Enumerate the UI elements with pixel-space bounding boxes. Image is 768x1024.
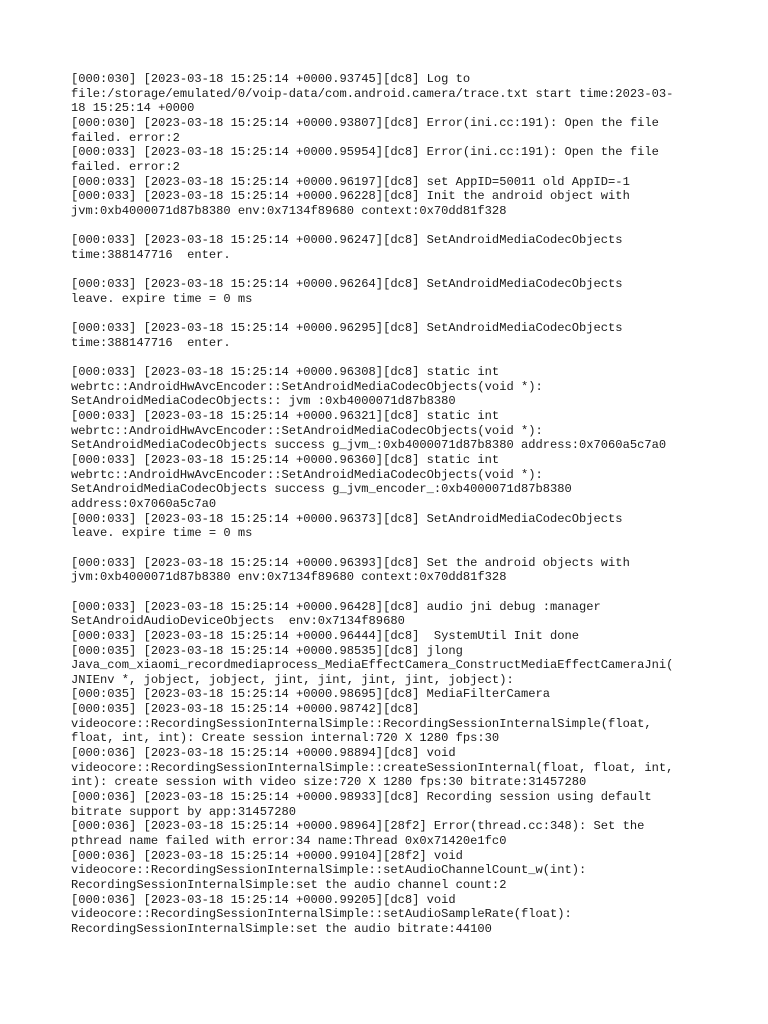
log-line: leave. expire time = 0 ms [71,291,253,306]
log-line: [000:033] [2023-03-18 15:25:14 +0000.96197][dc8] set AppID=50011 old AppID=-1 [71,174,630,189]
log-line: SetAndroidAudioDeviceObjects env:0x7134f89680 [71,614,405,629]
log-line: pthread name failed with error:34 name:Thread 0x0x71420e1fc0 [71,834,507,849]
log-entry [71,893,711,937]
log-entry [71,556,711,585]
log-entry [71,365,711,409]
log-line: int): create session with video size:720 X 1280 fps:30 bitrate:31457280 [71,775,587,790]
log-line: time:388147716 enter. [71,247,231,262]
log-line: [000:036] [2023-03-18 15:25:14 +0000.99104][28f2] void [71,848,463,863]
log-line: [000:033] [2023-03-18 15:25:14 +0000.96228][dc8] Init the android object with [71,189,630,204]
log-entry [71,145,711,174]
log-entry [71,600,711,629]
log-line: webrtc::AndroidHwAvcEncoder::SetAndroidMediaCodecObjects(void *): [71,423,543,438]
log-line: webrtc::AndroidHwAvcEncoder::SetAndroidMediaCodecObjects(void *): [71,379,543,394]
log-line: float, int, int): Create session internal:720 X 1280 fps:30 [71,731,500,746]
log-line: webrtc::AndroidHwAvcEncoder::SetAndroidMediaCodecObjects(void *): [71,467,543,482]
log-line: videocore::RecordingSessionInternalSimple::setAudioSampleRate(float): [71,907,572,922]
log-entry [71,687,711,702]
log-line: [000:033] [2023-03-18 15:25:14 +0000.95954][dc8] Error(ini.cc:191): Open the file [71,145,659,160]
log-line: [000:036] [2023-03-18 15:25:14 +0000.98964][28f2] Error(thread.cc:348): Set the [71,819,645,834]
log-line: SetAndroidMediaCodecObjects success g_jvm_encoder_:0xb4000071d87b8380 [71,482,572,497]
log-line: videocore::RecordingSessionInternalSimple::setAudioChannelCount_w(int): [71,863,587,878]
log-document [71,72,711,937]
log-line: [000:033] [2023-03-18 15:25:14 +0000.96444][dc8] SystemUtil Init done [71,628,580,643]
log-line: Java_com_xiaomi_recordmediaprocess_MediaEffectCamera_ConstructMediaEffectCameraJni( [71,658,674,673]
log-line: [000:033] [2023-03-18 15:25:14 +0000.96428][dc8] audio jni debug :manager [71,599,601,614]
log-line: RecordingSessionInternalSimple:set the audio channel count:2 [71,878,507,892]
log-line: jvm:0xb4000071d87b8380 env:0x7134f89680 context:0x70dd81f328 [71,570,507,585]
log-line: [000:036] [2023-03-18 15:25:14 +0000.98933][dc8] Recording session using default [71,790,652,805]
log-entry [71,849,711,893]
log-entry [71,453,711,512]
log-line: leave. expire time = 0 ms [71,526,253,541]
log-line: [000:033] [2023-03-18 15:25:14 +0000.96264][dc8] SetAndroidMediaCodecObjects [71,277,623,292]
log-entry [71,819,711,848]
log-line: bitrate support by app:31457280 [71,804,296,819]
log-line: [000:035] [2023-03-18 15:25:14 +0000.98695][dc8] MediaFilterCamera [71,687,550,702]
log-entry [71,72,711,116]
log-line: [000:035] [2023-03-18 15:25:14 +0000.98535][dc8] jlong [71,643,463,658]
log-line: [000:036] [2023-03-18 15:25:14 +0000.98894][dc8] void [71,746,456,761]
log-entry [71,629,711,644]
log-line: [000:035] [2023-03-18 15:25:14 +0000.98742][dc8] [71,702,420,717]
log-entry [71,512,711,541]
log-line: [000:033] [2023-03-18 15:25:14 +0000.96247][dc8] SetAndroidMediaCodecObjects [71,233,623,248]
log-entry [71,116,711,145]
log-line: videocore::RecordingSessionInternalSimple::createSessionInternal(float, float, int, [71,760,674,775]
log-line: JNIEnv *, jobject, jobject, jint, jint, jint, jint, jobject): [71,672,514,687]
log-line: [000:030] [2023-03-18 15:25:14 +0000.93807][dc8] Error(ini.cc:191): Open the file [71,115,659,130]
log-entry [71,409,711,453]
log-line: [000:033] [2023-03-18 15:25:14 +0000.96393][dc8] Set the android objects with [71,555,630,570]
log-entry [71,702,711,746]
log-line: address:0x7060a5c7a0 [71,496,217,511]
log-line: file:/storage/emulated/0/voip-data/com.android.camera/trace.txt start time:2023-03- [71,86,674,101]
log-line: time:388147716 enter. [71,335,231,350]
log-line: [000:030] [2023-03-18 15:25:14 +0000.93745][dc8] Log to [71,72,471,86]
log-line: [000:033] [2023-03-18 15:25:14 +0000.96295][dc8] SetAndroidMediaCodecObjects [71,321,623,336]
log-entry [71,175,711,190]
log-entry [71,277,711,306]
log-line: failed. error:2 [71,130,180,145]
log-line: 18 15:25:14 +0000 [71,101,195,116]
log-entry [71,746,711,790]
log-line: [000:033] [2023-03-18 15:25:14 +0000.96321][dc8] static int [71,409,500,424]
log-entry [71,189,711,218]
log-line: [000:036] [2023-03-18 15:25:14 +0000.99205][dc8] void [71,892,456,907]
log-entry [71,790,711,819]
log-line: [000:033] [2023-03-18 15:25:14 +0000.96360][dc8] static int [71,453,500,467]
log-line: [000:033] [2023-03-18 15:25:14 +0000.96373][dc8] SetAndroidMediaCodecObjects [71,511,623,526]
log-line: jvm:0xb4000071d87b8380 env:0x7134f89680 context:0x70dd81f328 [71,203,507,218]
log-line: SetAndroidMediaCodecObjects:: jvm :0xb4000071d87b8380 [71,394,456,409]
log-entry [71,644,711,688]
log-line: RecordingSessionInternalSimple:set the audio bitrate:44100 [71,921,492,936]
log-line: failed. error:2 [71,159,180,174]
log-entry [71,321,711,350]
log-entry [71,233,711,262]
log-line: [000:033] [2023-03-18 15:25:14 +0000.96308][dc8] static int [71,365,500,380]
log-line: videocore::RecordingSessionInternalSimple::RecordingSessionInternalSimple(float, [71,716,652,731]
log-line: SetAndroidMediaCodecObjects success g_jvm_:0xb4000071d87b8380 address:0x7060a5c7a0 [71,438,667,453]
